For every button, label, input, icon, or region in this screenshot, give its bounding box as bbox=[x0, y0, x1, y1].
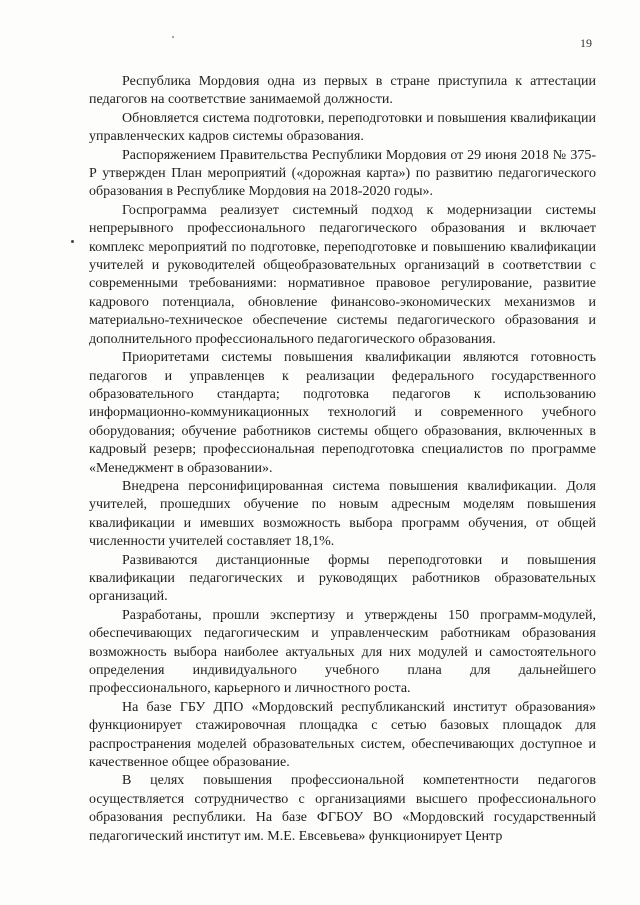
paragraph-attestation: Республика Мордовия одна из первых в стране приступила к аттестации педагогов на соответствие занимаемой должности. bbox=[89, 74, 596, 108]
paragraph-management-training: Обновляется система подготовки, переподготовки и повышения квалификации управленческих кадров системы образования. bbox=[89, 110, 596, 145]
page-number: 19 bbox=[580, 36, 592, 50]
paragraph-state-program: Госпрограмма реализует системный подход к модернизации системы непрерывного профессионального педагогического образования и включает комплекс мероприятий по подготовке, переподготовке и повышению квалификации учителей и руководителей общеобразовательных организаций в соответствии с современными требованиями: нормативное правовое регулирование, развитие кадрового потенциала, обновление финансово-экономических механизмов и материально-техническое обеспечение системы педагогического образования и дополнительного профессионального педагогического образования. bbox=[89, 202, 596, 347]
body-text bbox=[89, 73, 596, 846]
paragraph-program-modules: Разработаны, прошли экспертизу и утверждены 150 программ-модулей, обеспечивающих педагогическим и управленческим работникам образования возможность выбора наиболее актуальных для них модулей и самостоятельного определения индивидуального учебного плана для дальнейшего профессионального, карьерного и личностного роста. bbox=[89, 607, 596, 697]
paragraph-internship-platform: На базе ГБУ ДПО «Мордовский республиканский институт образования» функционирует стажировочная площадка с сетью базовых площадок для распространения моделей образовательных систем, обеспечивающих доступное и качественное общее образование. bbox=[89, 699, 596, 771]
paragraph-priorities: Приоритетами системы повышения квалификации являются готовность педагогов и управленцев к реализации федерального государственного образовательного стандарта; подготовка педагогов к использованию информационно-коммуникационных технологий и современного учебного оборудования; обучение работников системы общего образования, включенных в кадровый резерв; профессиональная переподготовка специалистов по программе «Менеджмент в образовании». bbox=[89, 350, 596, 476]
scan-speck bbox=[71, 240, 74, 243]
paragraph-government-order: Распоряжением Правительства Республики Мордовия от 29 июня 2018 № 375-Р утвержден План мероприятий («дорожная карта») по развитию педагогического образования в Республике Мордовия на 2018-2020 годы». bbox=[89, 147, 596, 200]
paragraph-cooperation: В целях повышения профессиональной компетентности педагогов осуществляется сотрудничество с организациями высшего профессионального образования республики. На базе ФГБОУ ВО «Мордовский государственный педагогический институт им. М.Е. Евсевьева» функционирует Центр bbox=[89, 773, 596, 844]
paragraph-personalized-system: Внедрена персонифицированная система повышения квалификации. Доля учителей, прошедших обучение по новым адресным моделям повышения квалификации и имевших возможность выбора программ обучения, от общей численности учителей составляет 18,1%. bbox=[89, 478, 596, 550]
paragraph-distance-forms: Развиваются дистанционные формы переподготовки и повышения квалификации педагогических и руководящих работников образовательных организаций. bbox=[89, 552, 596, 605]
scan-speck bbox=[172, 36, 174, 38]
